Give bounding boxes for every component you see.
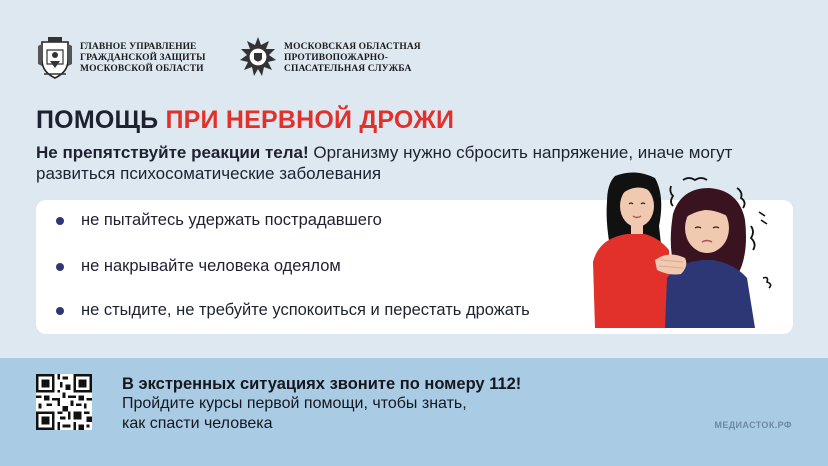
- org2-line: МОСКОВСКАЯ ОБЛАСТНАЯ: [284, 41, 421, 52]
- page-title: [36, 106, 454, 135]
- org1-line: МОСКОВСКОЙ ОБЛАСТИ: [80, 63, 204, 74]
- call-to-action: [122, 374, 521, 434]
- bullet-icon: [56, 217, 64, 225]
- bullet-icon: [56, 307, 64, 315]
- bullet-icon: [56, 263, 64, 271]
- moscow-region-coat-of-arms-icon: [36, 36, 74, 80]
- tip-text: не пытайтесь удержать пострадавшего: [81, 211, 382, 229]
- comforting-illustration: [585, 166, 780, 328]
- lead-text: Организму нужно сбросить напряжение, иначе могут развиться психосоматические заболевания: [36, 143, 733, 183]
- list-item: [56, 301, 530, 320]
- brand-mark: МЕДИАСТОК.РФ: [714, 420, 792, 430]
- fire-rescue-emblem-icon: [238, 36, 278, 80]
- org1-line: ГЛАВНОЕ УПРАВЛЕНИЕ: [80, 41, 197, 52]
- title-part1: ПОМОЩЬ: [36, 106, 159, 134]
- tip-text: не накрывайте человека одеялом: [81, 257, 341, 275]
- title-part2: ПРИ НЕРВНОЙ ДРОЖИ: [165, 106, 455, 134]
- tip-text: не стыдите, не требуйте успокоиться и перестать дрожать: [81, 301, 530, 319]
- list-item: [56, 211, 382, 230]
- cta-line-2: как спасти человека: [122, 415, 273, 432]
- org-fire-rescue-service: [238, 36, 421, 80]
- emergency-headline: В экстренных ситуациях звоните по номеру 112!: [122, 375, 522, 393]
- cta-line-1: Пройдите курсы первой помощи, чтобы знать,: [122, 395, 467, 412]
- org2-line: ПРОТИВОПОЖАРНО-: [284, 52, 389, 63]
- list-item: [56, 257, 341, 276]
- lead-bold: Не препятствуйте реакции тела!: [36, 143, 309, 162]
- org2-line: СПАСАТЕЛЬНАЯ СЛУЖБА: [284, 63, 412, 74]
- org1-line: ГРАЖДАНСКОЙ ЗАЩИТЫ: [80, 52, 206, 63]
- qr-code-icon[interactable]: [36, 374, 92, 430]
- org-gu-civil-defense: [36, 36, 206, 80]
